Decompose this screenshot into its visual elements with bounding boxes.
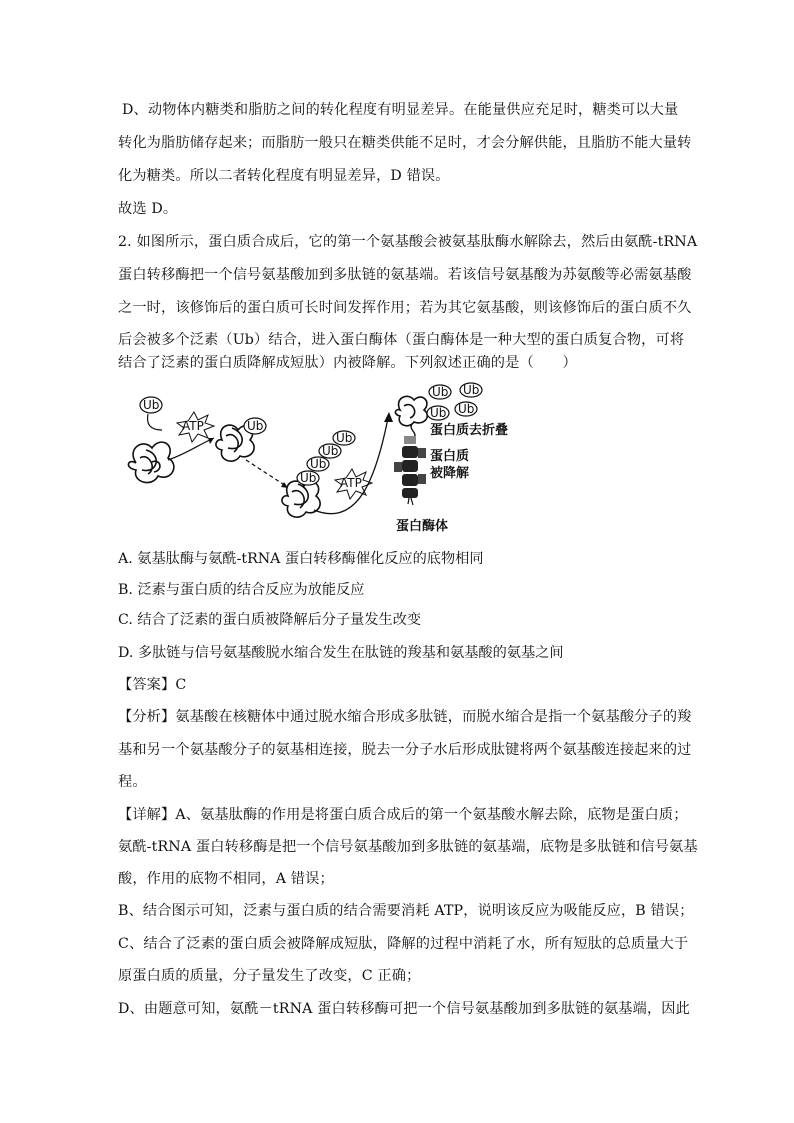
option-c: C. 结合了泛素的蛋白质被降解后分子量发生改变 bbox=[118, 612, 422, 628]
option-b: B. 泛素与蛋白质的结合反应为放能反应 bbox=[118, 582, 365, 598]
question-line: 之一时，该修饰后的蛋白质可长时间发挥作用；若为其它氨基酸，则该修饰后的蛋白质不久 bbox=[118, 300, 692, 316]
text-line: D、动物体内糖类和脂肪之间的转化程度有明显差异。在能量供应充足时，糖类可以大量 bbox=[122, 102, 679, 118]
ubiquitin-label: Ub bbox=[336, 431, 353, 445]
text-line: 转化为脂肪储存起来；而脂肪一般只在糖类供能不足时，才会分解供能，且脂肪不能大量转 bbox=[118, 135, 692, 151]
ubiquitin-proteasome-figure bbox=[118, 378, 538, 543]
detail-line: 氨酰-tRNA 蛋白转移酶是把一个信号氨基酸加到多肽链的氨基端，底物是多肽链和信号氨基 bbox=[118, 839, 698, 855]
detail-line: 原蛋白质的质量，分子量发生了改变，C 正确； bbox=[118, 968, 421, 984]
analysis-line: 【分析】氨基酸在核糖体中通过脱水缩合形成多肽链，而脱水缩合是指一个氨基酸分子的羧 bbox=[118, 709, 692, 725]
figure-label-unfold: 蛋白质去折叠 bbox=[430, 423, 509, 438]
atp-label: ATP bbox=[182, 419, 204, 433]
ubiquitin-label: Ub bbox=[430, 406, 447, 420]
detail-line: 【详解】A、氨基肽酶的作用是将蛋白质合成后的第一个氨基酸水解去除，底物是蛋白质； bbox=[118, 807, 688, 823]
question-line: 2. 如图所示，蛋白质合成后，它的第一个氨基酸会被氨基肽酶水解除去，然后由氨酰-tRNA bbox=[118, 234, 698, 250]
ubiquitin-label: Ub bbox=[143, 398, 160, 412]
ubiquitin-label: Ub bbox=[322, 444, 339, 458]
question-line: 蛋白转移酶把一个信号氨基酸加到多肽链的氨基端。若该信号氨基酸为苏氨酸等必需氨基酸 bbox=[118, 267, 692, 283]
detail-line: D、由题意可知，氨酰－tRNA 蛋白转移酶可把一个信号氨基酸加到多肽链的氨基端，因此 bbox=[118, 1001, 690, 1017]
figure-label-degrade: 蛋白质 bbox=[430, 449, 470, 464]
proteasome-icon bbox=[394, 436, 426, 505]
answer-line: 【答案】C bbox=[118, 677, 187, 693]
ubiquitin-label: Ub bbox=[432, 385, 449, 399]
option-d: D. 多肽链与信号氨基酸脱水缩合发生在肽链的羧基和氨基酸的氨基之间 bbox=[118, 645, 564, 661]
question-line: 后会被多个泛素（Ub）结合，进入蛋白酶体（蛋白酶体是一种大型的蛋白质复合物，可将 bbox=[118, 332, 685, 348]
text-line: 化为糖类。所以二者转化程度有明显差异，D 错误。 bbox=[118, 168, 450, 184]
ubiquitin-label: Ub bbox=[310, 457, 327, 471]
detail-line: 酸，作用的底物不相同，A 错误； bbox=[118, 871, 334, 887]
atp-label: ATP bbox=[340, 476, 362, 490]
protein-blob bbox=[282, 481, 320, 517]
ubiquitin-label: Ub bbox=[247, 419, 264, 433]
detail-line: C、结合了泛素的蛋白质会被降解成短肽，降解的过程中消耗了水，所有短肽的总质量大于 bbox=[118, 936, 689, 952]
choice-line: 故选 D。 bbox=[118, 201, 178, 217]
analysis-line: 程。 bbox=[118, 774, 147, 790]
ubiquitin-label: Ub bbox=[463, 383, 480, 397]
protein-blob bbox=[395, 396, 427, 425]
ubiquitin-label: Ub bbox=[300, 471, 317, 485]
question-line: 结合了泛素的蛋白质降解成短肽）内被降解。下列叙述正确的是（ ） bbox=[118, 355, 577, 371]
protein-blob bbox=[128, 442, 173, 482]
analysis-line: 基和另一个氨基酸分子的氨基相连接，脱去一分子水后形成肽键将两个氨基酸连接起来的过 bbox=[118, 742, 692, 758]
figure-label-degrade: 被降解 bbox=[430, 466, 470, 481]
detail-line: B、结合图示可知，泛素与蛋白质的结合需要消耗 ATP，说明该反应为吸能反应，B 错误； bbox=[118, 903, 694, 919]
option-a: A. 氨基肽酶与氨酰-tRNA 蛋白转移酶催化反应的底物相同 bbox=[118, 551, 484, 567]
ubiquitin-label: Ub bbox=[458, 402, 475, 416]
figure-label-proteasome: 蛋白酶体 bbox=[396, 519, 449, 534]
